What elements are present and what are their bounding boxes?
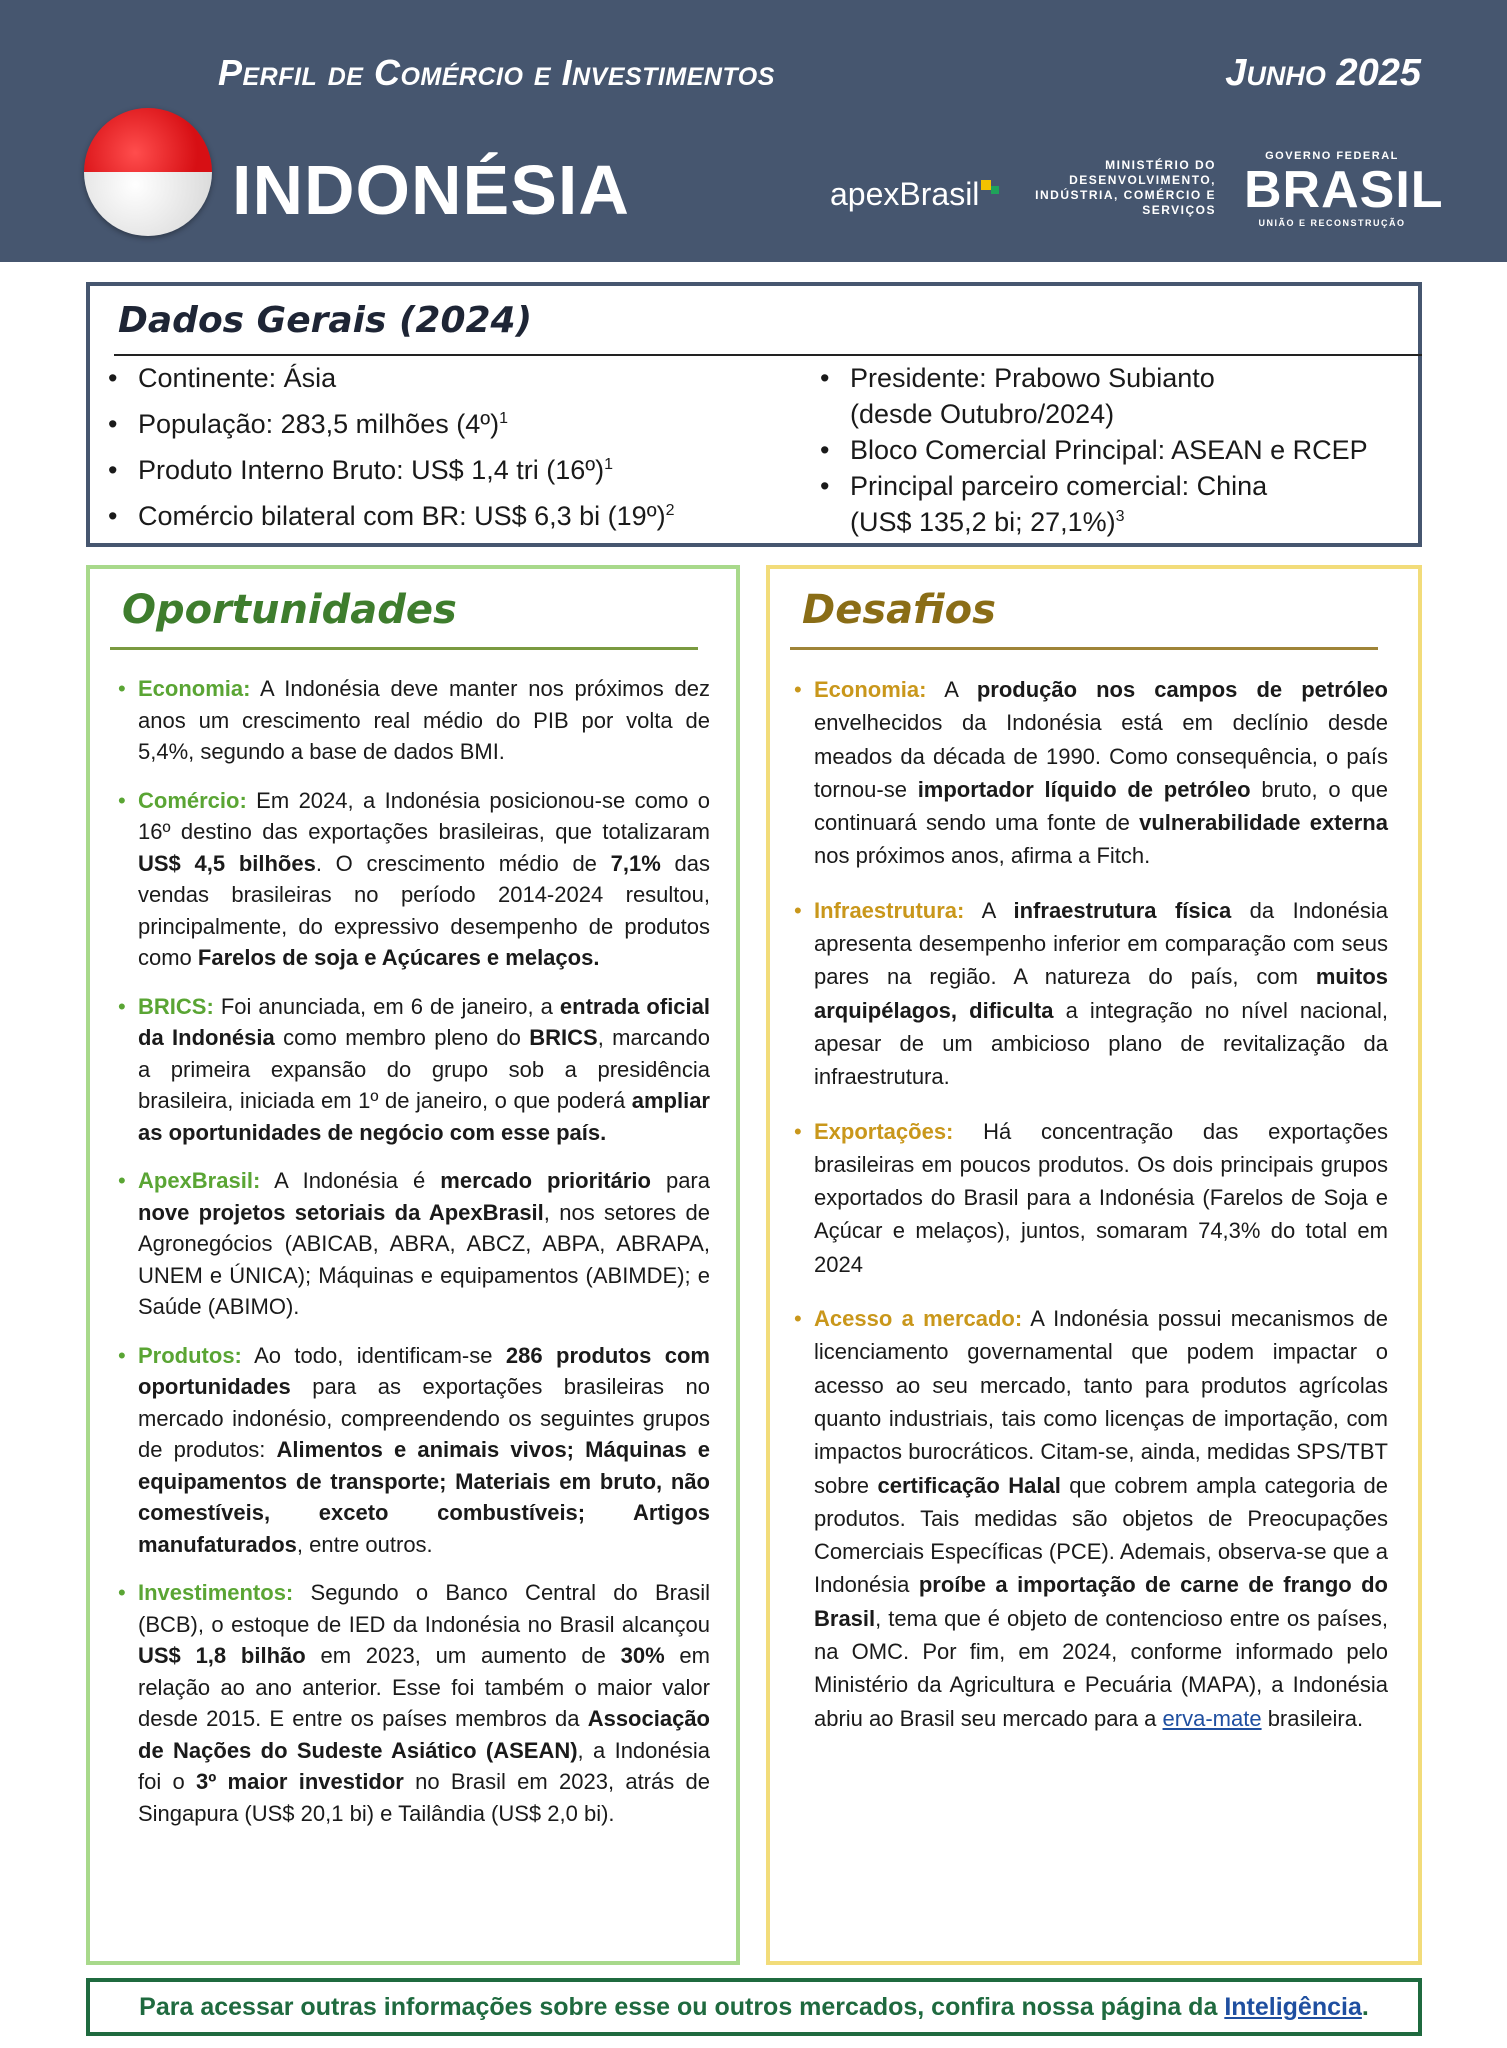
- challenge-item-text: A: [964, 897, 1014, 923]
- gov-main-text: BRASIL: [1244, 161, 1444, 219]
- challenge-item-heading: Infraestrutura:: [814, 897, 965, 923]
- opportunity-item-text: nove projetos setoriais da ApexBrasil: [138, 1199, 544, 1225]
- opportunity-item-text: das vendas brasileiras no período 2014-2024 resultou, principalmente, do expressivo desempenho de produtos como: [138, 850, 710, 970]
- opportunity-item: [116, 785, 710, 974]
- general-item-main-partner: • Principal parceiro comercial: China (US$ 135,2 bi; 27,1%)$^3$: [820, 468, 1420, 540]
- challenge-item: [792, 894, 1388, 1094]
- opportunity-item-text: mercado prioritário: [440, 1168, 651, 1193]
- opportunity-item-heading: ApexBrasil:: [138, 1168, 261, 1193]
- opportunity-item-text: 30%: [620, 1643, 665, 1668]
- indonesia-flag-icon: [84, 108, 212, 236]
- footer-text: Para acessar outras informações sobre esse ou outros mercados, confira nossa página da: [139, 1993, 1225, 2021]
- opportunities-title: Oportunidades: [122, 587, 457, 633]
- governo-federal-logo: [1244, 150, 1444, 228]
- apexbrasil-logo-text: apexBrasil: [830, 176, 980, 212]
- ministry-logo: MINISTÉRIO DO DESENVOLVIMENTO, INDÚSTRIA, COMÉRCIO E SERVIÇOS: [1035, 158, 1216, 217]
- challenge-item-text: nos próximos anos, afirma a Fitch.: [814, 843, 1151, 869]
- footer-banner: [86, 1978, 1422, 2036]
- opportunity-item-text: para: [650, 1168, 710, 1193]
- opportunity-item-text: , nos setores de Agronegócios (ABICAB, ABRA, ABCZ, ABPA, ABRAPA, UNEM e ÚNICA); Máquinas e equipamentos (ABIMDE); e Saúde (ABIMO).: [138, 1199, 710, 1319]
- document-date: Junho 2025: [1225, 52, 1421, 94]
- general-data-title: Dados Gerais (2024): [118, 300, 533, 341]
- opportunity-item: [116, 1165, 710, 1323]
- challenge-item-text: importador líquido de petróleo: [917, 776, 1251, 802]
- general-item-continent: • Continente: Ásia: [108, 360, 848, 396]
- challenge-item-text: vulnerabilidade externa: [1139, 810, 1388, 836]
- opportunity-item-text: . O crescimento médio de: [315, 850, 611, 876]
- opportunity-item-text: US$ 4,5 bilhões: [138, 850, 316, 876]
- challenge-item-text: proíbe a importação de carne de frango do Brasil: [814, 1572, 1388, 1631]
- challenge-item-text: , tema que é objeto de contencioso entre os países, na OMC. Por fim, em 2024, conforme informado pelo Ministério da Agricultura e Pecuária (MAPA), a Indonésia abriu ao Brasil seu mercado para a: [814, 1605, 1388, 1731]
- opportunity-item-text: , entre outros.: [296, 1531, 433, 1557]
- logo-yellow-square-icon: [981, 180, 991, 190]
- document-title: Perfil de Comércio e Investimentos: [218, 52, 775, 93]
- opportunity-item-heading: Comércio:: [138, 787, 247, 813]
- opportunity-item-text: A Indonésia é: [260, 1168, 441, 1193]
- challenge-item-text: da Indonésia apresenta desempenho inferior em comparação com seus pares na região. A natureza do país, com: [814, 897, 1388, 990]
- challenge-item-heading: Economia:: [814, 677, 927, 702]
- opportunity-item-text: Foi anunciada, em 6 de janeiro, a: [213, 993, 560, 1019]
- challenge-item-text: produção nos campos de petróleo: [976, 677, 1388, 702]
- gov-top-text: GOVERNO FEDERAL: [1265, 150, 1399, 162]
- general-item-president: • Presidente: Prabowo Subianto (desde Outubro/2024): [820, 360, 1420, 432]
- opportunity-item-text: para as exportações brasileiras no mercado indonésio, compreendendo os seguintes grupos de produtos:: [138, 1374, 710, 1462]
- opportunity-item-text: 7,1%: [610, 850, 661, 876]
- opportunity-item-text: 3º maior investidor: [196, 1769, 404, 1794]
- challenge-item-text: muitos arquipélagos, dificulta: [814, 964, 1388, 1023]
- challenges-box: [766, 565, 1422, 1965]
- challenge-item-heading: Acesso a mercado:: [814, 1306, 1023, 1332]
- opportunity-item-text: US$ 1,8 bilhão: [138, 1643, 306, 1668]
- challenges-list: [792, 673, 1388, 1756]
- opportunity-item-heading: Produtos:: [138, 1342, 242, 1368]
- challenge-item-text: A Indonésia possui mecanismos de licenciamento governamental que podem impactar o acesso ao seu mercado, tanto para produtos agrícolas quanto industriais, tais como licenças de importação, com impactos burocráticos. Citam-se, ainda, medidas SPS/TBT sobre: [814, 1306, 1389, 1498]
- opportunity-item-text: Farelos de soja e Açúcares e melaços.: [197, 945, 600, 970]
- country-name: INDONÉSIA: [232, 151, 630, 229]
- opportunity-item-text: A Indonésia deve manter nos próximos dez anos um crescimento real médio do PIB por volta de 5,4%, segundo a base de dados BMI.: [138, 676, 710, 764]
- challenge-item-text: bruto, o que continuará sendo uma fonte de: [814, 776, 1388, 836]
- general-item-population: • População: 283,5 milhões (4º)$^1$: [108, 406, 848, 442]
- opportunities-box: [86, 565, 740, 1965]
- challenge-item-text: A: [926, 677, 977, 702]
- general-data-box: [86, 282, 1422, 547]
- inteligencia-link[interactable]: Inteligência: [1224, 1993, 1362, 2021]
- challenge-item-heading: Exportações:: [814, 1118, 954, 1144]
- general-item-bilateral-trade: • Comércio bilateral com BR: US$ 6,3 bi (19º)$^2$: [108, 498, 848, 534]
- logo-green-square-icon: [991, 186, 999, 194]
- opportunity-item-text: em relação ao ano anterior. Esse foi também o maior valor desde 2015. E entre os países membros da: [138, 1643, 710, 1731]
- challenge-item-text: Há concentração das exportações brasileiras em poucos produtos. Os dois principais grupos exportados do Brasil para a Indonésia (Farelos de Soja e Açúcar e melaços), juntos, somaram 74,3% do total em 2024: [814, 1118, 1388, 1277]
- opportunities-list: [116, 673, 710, 1846]
- challenge-item-text: a integração no nível nacional, apesar de um ambicioso plano de revitalização da infraestrutura.: [814, 997, 1388, 1090]
- general-item-gdp: • Produto Interno Bruto: US$ 1,4 tri (16º)$^1$: [108, 452, 848, 488]
- general-item-trade-bloc: • Bloco Comercial Principal: ASEAN e RCEP: [820, 432, 1420, 468]
- page-header: [0, 0, 1507, 262]
- general-data-list-left: [108, 360, 848, 544]
- opportunity-item: [116, 991, 710, 1149]
- footer-end: .: [1361, 1993, 1369, 2021]
- flag-white-band: [84, 172, 212, 236]
- opportunity-item-text: , a Indonésia foi o: [138, 1737, 710, 1794]
- opportunity-item-text: ampliar as oportunidades de negócio com esse país.: [138, 1088, 710, 1145]
- opportunity-item-text: Alimentos e animais vivos; Máquinas e equipamentos de transporte; Materiais em bruto, não comestíveis, exceto combustíveis; Artigos manufaturados: [138, 1437, 710, 1557]
- opportunity-item-text: 286 produtos com oportunidades: [138, 1342, 710, 1399]
- opportunity-item-text: Associação de Nações do Sudeste Asiático (ASEAN): [138, 1706, 710, 1763]
- challenge-item-text: brasileira.: [1261, 1705, 1364, 1731]
- divider: [110, 647, 698, 650]
- opportunity-item-text: entrada oficial da Indonésia: [138, 993, 710, 1050]
- challenges-title: Desafios: [802, 587, 996, 633]
- challenge-item-text: certificação Halal: [877, 1472, 1061, 1498]
- opportunity-item-text: , marcando a primeira expansão do grupo sob a presidência brasileira, iniciada em 1º de janeiro, o que poderá: [138, 1025, 710, 1113]
- opportunity-item-text: em 2023, um aumento de: [305, 1643, 621, 1668]
- opportunity-item-text: como membro pleno do: [274, 1025, 530, 1050]
- challenge-item: [792, 1302, 1388, 1735]
- flag-red-band: [84, 108, 212, 172]
- challenge-item-text: infraestrutura física: [1013, 897, 1232, 923]
- gov-bottom-text: UNIÃO E RECONSTRUÇÃO: [1258, 218, 1406, 228]
- opportunity-item-text: Ao todo, identificam-se: [241, 1342, 506, 1368]
- challenge-item: [792, 673, 1388, 873]
- divider: [790, 647, 1378, 650]
- opportunity-item-heading: Economia:: [138, 676, 251, 701]
- opportunity-item-text: Segundo o Banco Central do Brasil (BCB), o estoque de IED da Indonésia no Brasil alcançou: [138, 1580, 710, 1637]
- opportunity-item-text: no Brasil em 2023, atrás de Singapura (US$ 20,1 bi) e Tailândia (US$ 2,0 bi).: [138, 1769, 710, 1826]
- divider: [114, 354, 1422, 356]
- apexbrasil-logo: [830, 176, 999, 213]
- opportunity-item-heading: BRICS:: [138, 993, 214, 1019]
- opportunity-item-text: Em 2024, a Indonésia posicionou-se como o 16º destino das exportações brasileiras, que totalizaram: [138, 787, 710, 844]
- opportunity-item: [116, 1340, 710, 1561]
- challenge-item-text: que cobrem ampla categoria de produtos. Tais medidas são objetos de Preocupações Comerciais Específicas (PCE). Ademais, observa-se que a Indonésia: [814, 1472, 1388, 1598]
- general-data-list-right: [820, 360, 1420, 540]
- opportunity-item-text: BRICS: [529, 1025, 598, 1050]
- erva-mate-link[interactable]: erva-mate: [1162, 1705, 1262, 1731]
- opportunity-item-heading: Investimentos:: [138, 1580, 294, 1605]
- opportunity-item: [116, 1577, 710, 1829]
- opportunity-item: [116, 673, 710, 768]
- challenge-item: [792, 1115, 1388, 1281]
- challenge-item-text: envelhecidos da Indonésia está em declínio desde meados da década de 1990. Como consequência, o país tornou-se: [814, 710, 1388, 802]
